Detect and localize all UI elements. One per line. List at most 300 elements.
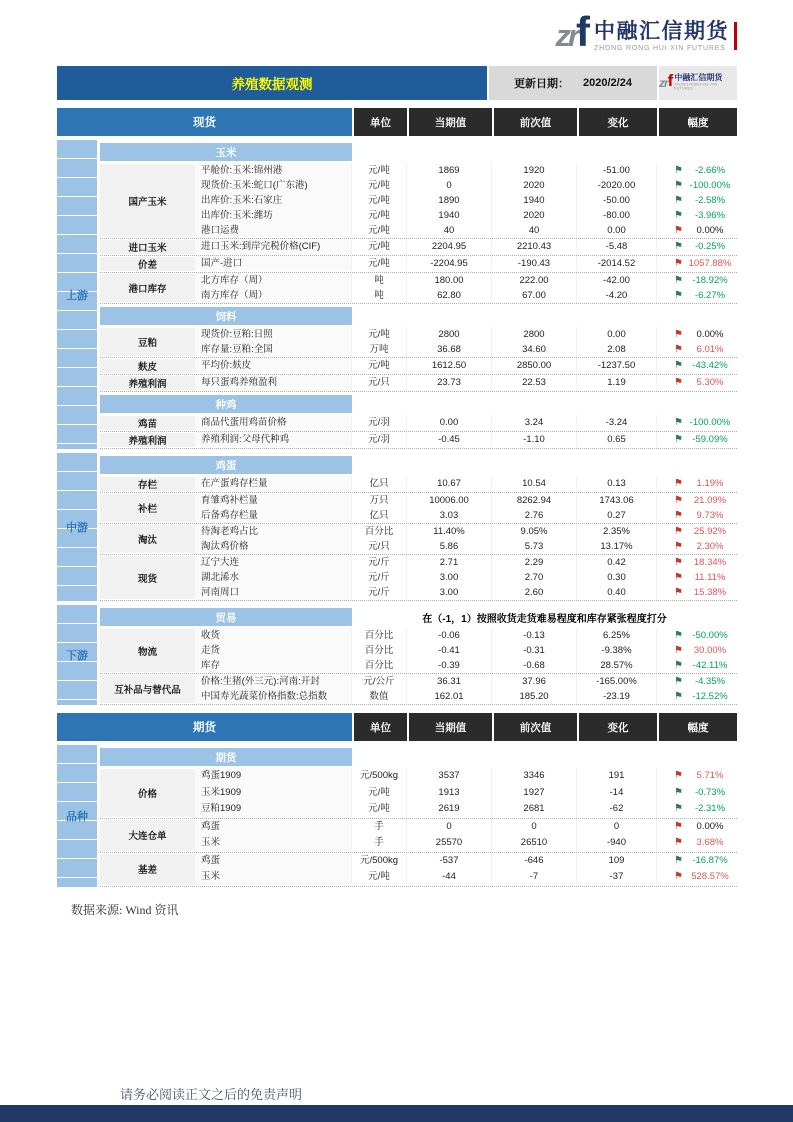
current-value-cell: 2800	[407, 327, 492, 342]
group-label-cell: 进口玉米	[100, 240, 195, 254]
indicator-cell: 在产蛋鸡存栏量	[195, 476, 352, 491]
table-futures	[57, 713, 737, 887]
group-label-cell: 存栏	[100, 477, 195, 491]
section-header: 贸易	[100, 608, 352, 626]
change-value-cell: 191	[577, 768, 657, 785]
red-flag-icon: ⚑	[674, 587, 683, 598]
indicator-group	[100, 524, 737, 555]
section-note: 在（-1，1）按照收货走货难易程度和库存紧张程度打分	[422, 613, 667, 625]
unit-cell: 元/吨	[352, 208, 407, 223]
green-flag-icon: ⚑	[674, 195, 683, 206]
unit-cell: 元/斤	[352, 555, 407, 570]
previous-value-cell: 2.60	[492, 585, 577, 600]
unit-cell: 元/吨	[352, 163, 407, 178]
green-flag-icon: ⚑	[674, 360, 683, 371]
indicator-group	[100, 768, 737, 819]
current-value-cell: 2204.95	[407, 239, 492, 254]
previous-value-cell: 2.76	[492, 508, 577, 523]
column-header-0: 单位	[352, 108, 407, 136]
column-header-4: 幅度	[657, 713, 737, 741]
band-content	[100, 745, 737, 887]
indicator-group	[100, 853, 737, 887]
previous-value-cell: 5.73	[492, 539, 577, 554]
change-value-cell: -4.20	[577, 288, 657, 303]
section-header: 玉米	[100, 143, 352, 161]
current-value-cell: -0.41	[407, 643, 492, 658]
previous-value-cell: 67.00	[492, 288, 577, 303]
green-flag-icon: ⚑	[674, 165, 683, 176]
current-value-cell: 10006.00	[407, 493, 492, 508]
unit-cell: 吨	[352, 288, 407, 303]
group-rows	[195, 432, 737, 448]
range-cell	[657, 835, 737, 852]
pct-cell: -59.09%	[692, 434, 728, 445]
table-header-row	[57, 108, 737, 136]
group-label-cell: 基差	[100, 854, 195, 885]
logo-company-name-en: ZHONG RONG HUI XIN FUTURES	[594, 44, 726, 52]
pct-cell: 528.57%	[691, 871, 729, 882]
small-logo-zr-text: zr	[659, 76, 668, 90]
previous-value-cell: -646	[492, 853, 577, 870]
change-value-cell: 6.25%	[577, 628, 657, 643]
unit-cell: 元/500kg	[352, 853, 407, 870]
red-flag-icon: ⚑	[674, 478, 683, 489]
indicator-cell: 平舱价:玉米:锦州港	[195, 163, 352, 178]
indicator-group	[100, 273, 737, 304]
change-value-cell: -2014.52	[577, 256, 657, 271]
change-value-cell: 109	[577, 853, 657, 870]
indicator-group	[100, 239, 737, 256]
previous-value-cell: -190.43	[492, 256, 577, 271]
data-row	[195, 493, 737, 508]
unit-cell: 元/吨	[352, 256, 407, 271]
previous-value-cell: 2.70	[492, 570, 577, 585]
band-content	[100, 453, 737, 601]
unit-cell: 元/斤	[352, 570, 407, 585]
group-rows	[195, 628, 737, 673]
range-cell	[657, 539, 737, 554]
range-cell	[657, 493, 737, 508]
green-flag-icon: ⚑	[674, 417, 683, 428]
current-value-cell: 162.01	[407, 689, 492, 704]
logo-wordmark	[594, 21, 729, 52]
green-flag-icon: ⚑	[674, 803, 683, 814]
logo-company-name-cn: 中融汇信期货	[594, 19, 729, 43]
data-row	[195, 674, 737, 689]
small-logo-wordmark	[674, 74, 737, 92]
data-row	[195, 853, 737, 870]
indicator-cell: 待淘老鸡占比	[195, 524, 352, 539]
section-bar-row	[100, 307, 737, 325]
group-label-cell: 豆粕	[100, 328, 195, 356]
column-header-2: 前次值	[492, 713, 577, 741]
indicator-cell: 河南周口	[195, 585, 352, 600]
data-row	[195, 256, 737, 271]
band	[57, 453, 737, 601]
change-value-cell: -14	[577, 785, 657, 802]
table-spot	[57, 108, 737, 705]
pct-cell: -2.66%	[694, 165, 726, 176]
unit-cell: 元/吨	[352, 801, 407, 818]
unit-cell: 元/吨	[352, 785, 407, 802]
green-flag-icon: ⚑	[674, 210, 683, 221]
small-logo-box	[659, 66, 737, 100]
previous-value-cell: 2850.00	[492, 358, 577, 373]
change-value-cell: 0.27	[577, 508, 657, 523]
change-value-cell: -51.00	[577, 163, 657, 178]
section-header: 种鸡	[100, 395, 352, 413]
current-value-cell: 0	[407, 178, 492, 193]
unit-cell: 元/斤	[352, 585, 407, 600]
group-label-cell: 养殖利润	[100, 433, 195, 447]
current-value-cell: 1869	[407, 163, 492, 178]
change-value-cell: -3.24	[577, 415, 657, 430]
table-header-row	[57, 713, 737, 741]
current-value-cell: 2.71	[407, 555, 492, 570]
indicator-cell: 育雏鸡补栏量	[195, 493, 352, 508]
green-flag-icon: ⚑	[674, 786, 683, 798]
previous-value-cell: 0	[492, 819, 577, 836]
previous-value-cell: 3346	[492, 768, 577, 785]
pct-cell: -0.25%	[694, 241, 726, 252]
data-row	[195, 869, 737, 886]
pct-cell: -43.42%	[692, 360, 728, 371]
indicator-group	[100, 256, 737, 273]
range-cell	[657, 193, 737, 208]
unit-cell: 元/500kg	[352, 768, 407, 785]
current-value-cell: 1612.50	[407, 358, 492, 373]
indicator-cell: 进口玉米:到岸完税价格(CIF)	[195, 239, 352, 254]
green-flag-icon: ⚑	[674, 854, 683, 866]
indicator-cell: 商品代蛋用鸡苗价格	[195, 415, 352, 430]
update-date-value: 2020/2/24	[583, 77, 632, 89]
indicator-cell: 现货价:玉米:蛇口(广东港)	[195, 178, 352, 193]
red-flag-icon: ⚑	[674, 329, 683, 340]
group-rows	[195, 476, 737, 492]
change-value-cell: -42.00	[577, 273, 657, 288]
range-cell	[657, 288, 737, 303]
unit-cell: 元/吨	[352, 869, 407, 886]
group-rows	[195, 273, 737, 303]
data-row	[195, 208, 737, 223]
previous-value-cell: 2020	[492, 208, 577, 223]
group-label-cell: 养殖利润	[100, 376, 195, 390]
indicator-cell: 北方库存（周）	[195, 273, 352, 288]
pct-cell: -100.00%	[689, 180, 731, 191]
data-row	[195, 375, 737, 390]
green-flag-icon: ⚑	[674, 630, 683, 641]
pct-cell: -6.27%	[694, 290, 726, 301]
change-value-cell: -62	[577, 801, 657, 818]
sidebar-band-label: 下游	[57, 605, 97, 705]
change-value-cell: 13.17%	[577, 539, 657, 554]
indicator-group	[100, 375, 737, 392]
group-rows	[195, 524, 737, 554]
pct-cell: 21.09%	[693, 495, 727, 506]
range-cell	[657, 476, 737, 491]
indicator-cell: 豆粕1909	[195, 801, 352, 818]
previous-value-cell: 26510	[492, 835, 577, 852]
group-rows	[195, 327, 737, 357]
current-value-cell: -537	[407, 853, 492, 870]
red-flag-icon: ⚑	[674, 557, 683, 568]
data-row	[195, 539, 737, 554]
data-row	[195, 835, 737, 852]
range-cell	[657, 674, 737, 689]
logo-red-bar	[734, 22, 737, 50]
previous-value-cell: 9.05%	[492, 524, 577, 539]
change-value-cell: 1.19	[577, 375, 657, 390]
data-row	[195, 819, 737, 836]
company-logo	[57, 0, 737, 58]
unit-cell: 元/只	[352, 539, 407, 554]
data-row	[195, 689, 737, 704]
range-cell	[657, 375, 737, 390]
group-label-cell: 物流	[100, 629, 195, 672]
data-row	[195, 193, 737, 208]
pct-cell: 1.19%	[696, 478, 724, 489]
current-value-cell: -0.06	[407, 628, 492, 643]
unit-cell: 元/吨	[352, 239, 407, 254]
data-row	[195, 658, 737, 673]
indicator-group	[100, 628, 737, 674]
group-label-cell: 港口库存	[100, 274, 195, 302]
green-flag-icon: ⚑	[674, 660, 683, 671]
current-value-cell: 1913	[407, 785, 492, 802]
group-rows	[195, 768, 737, 818]
red-flag-icon: ⚑	[674, 526, 683, 537]
indicator-cell: 辽宁大连	[195, 555, 352, 570]
red-flag-icon: ⚑	[674, 572, 683, 583]
indicator-cell: 平均价:麸皮	[195, 358, 352, 373]
previous-value-cell: 185.20	[492, 689, 577, 704]
indicator-group	[100, 819, 737, 853]
section	[100, 307, 737, 392]
unit-cell: 元/吨	[352, 193, 407, 208]
data-row	[195, 415, 737, 430]
range-cell	[657, 643, 737, 658]
indicator-cell: 走货	[195, 643, 352, 658]
data-tables	[57, 108, 737, 887]
current-value-cell: -2204.95	[407, 256, 492, 271]
change-value-cell: 0.00	[577, 223, 657, 238]
group-label-cell: 价格	[100, 769, 195, 817]
previous-value-cell: 34.60	[492, 342, 577, 357]
section-bar-row	[100, 748, 737, 766]
change-value-cell: 0	[577, 819, 657, 836]
data-row	[195, 273, 737, 288]
red-flag-icon: ⚑	[674, 770, 683, 781]
pct-cell: 0.00%	[696, 329, 724, 340]
section	[100, 608, 737, 705]
pct-cell: -50.00%	[692, 630, 728, 641]
pct-cell: -0.73%	[694, 786, 726, 798]
red-flag-icon: ⚑	[674, 510, 683, 521]
pct-cell: 1057.88%	[688, 258, 732, 269]
green-flag-icon: ⚑	[674, 691, 683, 702]
range-cell	[657, 208, 737, 223]
section-bar-row	[100, 143, 737, 161]
small-logo-name-en: ZHONG RONG HUI XIN FUTURES	[674, 82, 718, 91]
previous-value-cell: 222.00	[492, 273, 577, 288]
unit-cell: 万只	[352, 493, 407, 508]
range-cell	[657, 508, 737, 523]
current-value-cell: -0.39	[407, 658, 492, 673]
column-header-0: 单位	[352, 713, 407, 741]
group-rows	[195, 256, 737, 272]
pct-cell: 0.00%	[696, 820, 724, 832]
title-bar	[57, 66, 737, 100]
group-label-cell: 国产玉米	[100, 164, 195, 237]
data-row	[195, 508, 737, 523]
indicator-cell: 出库价:玉米:石家庄	[195, 193, 352, 208]
unit-cell: 数值	[352, 689, 407, 704]
red-flag-icon: ⚑	[674, 871, 683, 882]
change-value-cell: -5.48	[577, 239, 657, 254]
red-flag-icon: ⚑	[674, 344, 683, 355]
indicator-group	[100, 674, 737, 705]
indicator-cell: 收货	[195, 628, 352, 643]
data-row	[195, 628, 737, 643]
current-value-cell: 40	[407, 223, 492, 238]
green-flag-icon: ⚑	[674, 676, 683, 687]
range-cell	[657, 256, 737, 271]
section-header: 饲料	[100, 307, 352, 325]
current-value-cell: 36.68	[407, 342, 492, 357]
pct-cell: 0.00%	[696, 225, 724, 236]
pct-cell: 30.00%	[693, 645, 727, 656]
pct-cell: 5.71%	[696, 770, 724, 781]
indicator-group	[100, 415, 737, 432]
pct-cell: -4.35%	[694, 676, 726, 687]
change-value-cell: -37	[577, 869, 657, 886]
column-header-2: 前次值	[492, 108, 577, 136]
current-value-cell: 10.67	[407, 476, 492, 491]
current-value-cell: 180.00	[407, 273, 492, 288]
unit-cell: 元/吨	[352, 358, 407, 373]
pct-cell: 18.34%	[693, 557, 727, 568]
unit-cell: 手	[352, 819, 407, 836]
unit-cell: 百分比	[352, 658, 407, 673]
indicator-group	[100, 358, 737, 375]
indicator-cell: 中国寿光蔬菜价格指数:总指数	[195, 689, 352, 704]
pct-cell: -16.87%	[692, 854, 728, 866]
green-flag-icon: ⚑	[674, 290, 683, 301]
previous-value-cell: 10.54	[492, 476, 577, 491]
column-header-4: 幅度	[657, 108, 737, 136]
change-value-cell: -2020.00	[577, 178, 657, 193]
pct-cell: -3.96%	[694, 210, 726, 221]
range-cell	[657, 524, 737, 539]
unit-cell: 亿只	[352, 508, 407, 523]
indicator-cell: 出库价:玉米:潍坊	[195, 208, 352, 223]
section-bar-row	[100, 456, 737, 474]
data-row	[195, 570, 737, 585]
range-cell	[657, 819, 737, 836]
indicator-group	[100, 163, 737, 239]
current-value-cell: 36.31	[407, 674, 492, 689]
table-title-cell: 期货	[57, 713, 352, 741]
section-header: 鸡蛋	[100, 456, 352, 474]
change-value-cell: 1743.06	[577, 493, 657, 508]
indicator-cell: 国产-进口	[195, 256, 352, 271]
previous-value-cell: 2800	[492, 327, 577, 342]
previous-value-cell: 8262.94	[492, 493, 577, 508]
previous-value-cell: -0.31	[492, 643, 577, 658]
red-flag-icon: ⚑	[674, 225, 683, 236]
band-content	[100, 605, 737, 705]
pct-cell: 25.92%	[693, 526, 727, 537]
band	[57, 745, 737, 887]
range-cell	[657, 555, 737, 570]
pct-cell: 11.11%	[694, 572, 726, 583]
column-header-3: 变化	[577, 108, 657, 136]
unit-cell: 百分比	[352, 643, 407, 658]
previous-value-cell: 2681	[492, 801, 577, 818]
range-cell	[657, 178, 737, 193]
sidebar-band-label: 上游	[57, 140, 97, 449]
change-value-cell: -23.19	[577, 689, 657, 704]
indicator-group	[100, 432, 737, 449]
data-row	[195, 239, 737, 254]
indicator-group	[100, 476, 737, 493]
change-value-cell: -1237.50	[577, 358, 657, 373]
pct-cell: 9.73%	[696, 510, 724, 521]
range-cell	[657, 415, 737, 430]
indicator-cell: 玉米	[195, 869, 352, 886]
previous-value-cell: 2020	[492, 178, 577, 193]
indicator-cell: 鸡蛋	[195, 819, 352, 836]
indicator-cell: 每只蛋鸡养殖盈利	[195, 375, 352, 390]
current-value-cell: 0.00	[407, 415, 492, 430]
unit-cell: 元/吨	[352, 178, 407, 193]
change-value-cell: 0.13	[577, 476, 657, 491]
previous-value-cell: 1927	[492, 785, 577, 802]
change-value-cell: 28.57%	[577, 658, 657, 673]
current-value-cell: 1890	[407, 193, 492, 208]
range-cell	[657, 358, 737, 373]
range-cell	[657, 570, 737, 585]
change-value-cell: -80.00	[577, 208, 657, 223]
change-value-cell: 0.42	[577, 555, 657, 570]
indicator-cell: 价格:生猪(外三元):河南:开封	[195, 674, 352, 689]
data-row	[195, 801, 737, 818]
change-value-cell: 0.65	[577, 432, 657, 447]
previous-value-cell: -0.68	[492, 658, 577, 673]
range-cell	[657, 432, 737, 447]
current-value-cell: 25570	[407, 835, 492, 852]
range-cell	[657, 768, 737, 785]
range-cell	[657, 801, 737, 818]
change-value-cell: -165.00%	[577, 674, 657, 689]
pct-cell: -18.92%	[692, 275, 728, 286]
data-row	[195, 785, 737, 802]
data-row	[195, 342, 737, 357]
data-row	[195, 358, 737, 373]
unit-cell: 元/公斤	[352, 674, 407, 689]
previous-value-cell: 1940	[492, 193, 577, 208]
band	[57, 605, 737, 705]
current-value-cell: 23.73	[407, 375, 492, 390]
group-rows	[195, 493, 737, 523]
change-value-cell: 0.40	[577, 585, 657, 600]
range-cell	[657, 239, 737, 254]
indicator-cell: 现货价:豆粕:日照	[195, 327, 352, 342]
range-cell	[657, 869, 737, 886]
column-header-1: 当期值	[407, 108, 492, 136]
data-row	[195, 288, 737, 303]
group-rows	[195, 163, 737, 238]
